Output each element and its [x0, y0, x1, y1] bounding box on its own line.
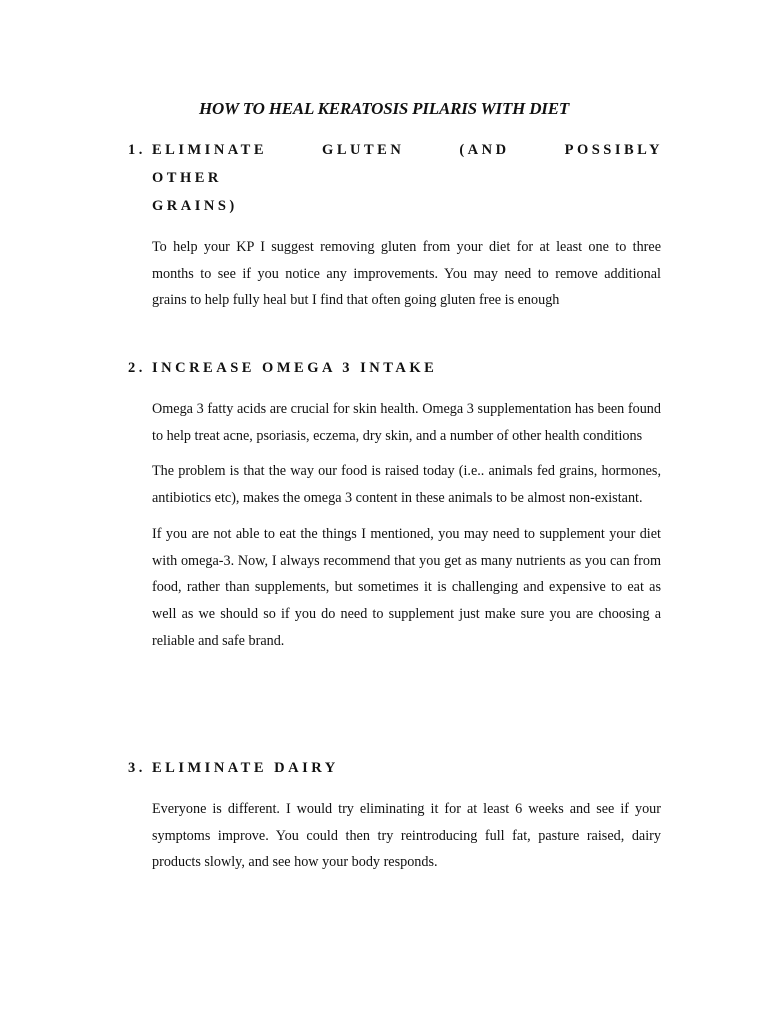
- section-heading-text: ELIMINATE GLUTEN (AND POSSIBLY OTHER: [152, 142, 663, 186]
- section-eliminate-dairy: [128, 754, 663, 876]
- paragraph: To help your KP I suggest removing gluten from your diet for at least one to three months to see if you notice any improvements. You may need to remove additional grains to help fully heal but I find that often going gluten free is enough: [152, 239, 661, 309]
- paragraph: Everyone is different. I would try eliminating it for at least 6 weeks and see if your symptoms improve. You could then try reintroducing full fat, pasture raised, dairy products slowly, and see how your body responds.: [152, 801, 661, 871]
- section-heading-text: INCREASE OMEGA 3 INTAKE: [152, 360, 438, 376]
- section-eliminate-gluten: [128, 136, 663, 314]
- section-number: 2.: [128, 360, 146, 376]
- section-heading-continued: [128, 192, 663, 220]
- paragraph: The problem is that the way our food is raised today (i.e.. animals fed grains, hormones, antibiotics etc), makes the omega 3 content in these animals to be almost non-existant.: [152, 463, 661, 507]
- paragraph: If you are not able to eat the things I mentioned, you may need to supplement your diet with omega-3. Now, I always recommend that you get as many nutrients as you can from food, rather than supplements, but sometimes it is challenging and expensive to eat as well as we should so if you do need to supplement just make sure you are choosing a reliable and safe brand.: [152, 525, 661, 649]
- section-heading: [128, 136, 663, 192]
- document-title: HOW TO HEAL KERATOSIS PILARIS WITH DIET: [198, 99, 570, 118]
- section-heading-text-line2: GRAINS): [152, 198, 238, 214]
- section-number: 3.: [128, 760, 146, 776]
- paragraph: Omega 3 fatty acids are crucial for skin health. Omega 3 supplementation has been found to help treat acne, psoriasis, eczema, dry skin, and a number of other health conditions: [152, 401, 661, 444]
- section-increase-omega-3: [128, 354, 663, 654]
- section-heading-text: ELIMINATE DAIRY: [152, 760, 339, 776]
- section-heading: [128, 754, 663, 782]
- section-number: 1.: [128, 142, 146, 158]
- section-heading: [128, 354, 663, 382]
